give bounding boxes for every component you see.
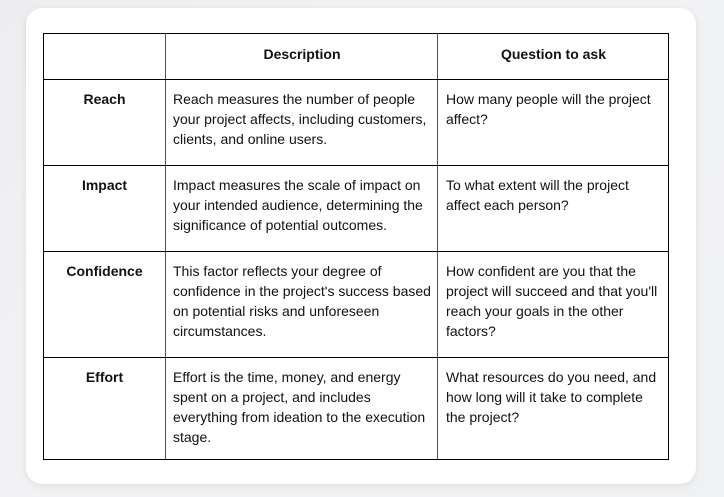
table-row-reach [44,80,669,166]
question-cell: How confident are you that the project will succeed and that you'll reach your goals in the other factors? [438,252,669,358]
table-row-impact [44,166,669,252]
column-header-factor [44,34,166,80]
content-card [26,8,696,484]
description-cell: Impact measures the scale of impact on your intended audience, determining the significance of potential outcomes. [166,166,438,252]
description-cell: Reach measures the number of people your project affects, including customers, clients, and online users. [166,80,438,166]
table-row-confidence [44,252,669,358]
factor-label: Confidence [44,252,166,358]
question-cell: What resources do you need, and how long will it take to complete the project? [438,358,669,460]
factor-label: Impact [44,166,166,252]
rice-framework-table [43,33,669,460]
table-header-row [44,34,669,80]
description-cell: This factor reflects your degree of confidence in the project's success based on potential risks and unforeseen circumstances. [166,252,438,358]
column-header-description: Description [166,34,438,80]
table-row-effort [44,358,669,460]
factor-label: Reach [44,80,166,166]
column-header-question: Question to ask [438,34,669,80]
factor-label: Effort [44,358,166,460]
question-cell: How many people will the project affect? [438,80,669,166]
description-cell: Effort is the time, money, and energy spent on a project, and includes everything from ideation to the execution stage. [166,358,438,460]
question-cell: To what extent will the project affect each person? [438,166,669,252]
